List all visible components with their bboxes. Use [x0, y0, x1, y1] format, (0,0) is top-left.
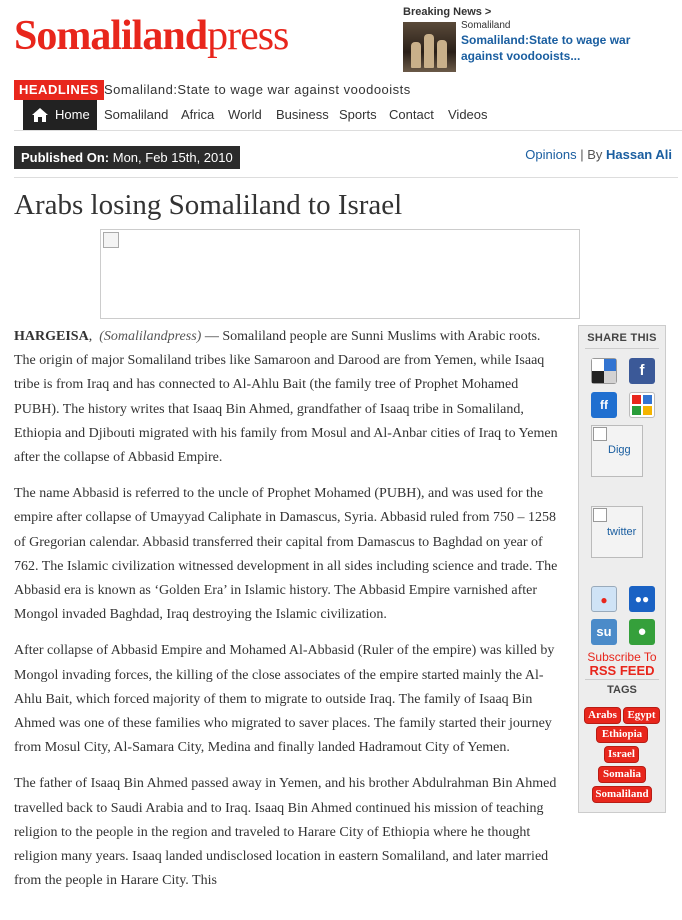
category-link[interactable]: Opinions — [525, 147, 577, 162]
divider — [14, 177, 678, 178]
delicious-icon[interactable] — [591, 358, 617, 384]
friendfeed-icon[interactable]: ff — [591, 392, 617, 418]
tags-title: TAGS — [607, 684, 637, 696]
dateline: HARGEISA — [14, 329, 89, 344]
paragraph-4: The father of Isaaq Bin Ahmed passed away in Yemen, and his brother Abdulrahman Bin Ahmed travelled back to Saudi Arabia and to Iraq. Isaaq Bin Ahmed continued his mission of teaching religion to the people in the region and traveled to Harare City of Ethiopia where he thought religion many years. Isaaq landed undisclosed location in eastern Somaliland, and later married from the people in Harare City. This — [14, 776, 557, 889]
nav-videos[interactable]: Videos — [448, 107, 488, 122]
twitter-label: twitter — [607, 526, 637, 538]
published-label: Published On: — [21, 150, 110, 165]
share-divider — [585, 348, 659, 349]
breaking-news — [403, 6, 673, 63]
main-nav — [14, 100, 682, 131]
source-credit: (Somalilandpress) — [99, 329, 202, 344]
article-body — [14, 325, 564, 905]
breaking-news-link[interactable]: Somaliland:State to wage war against voodooists... — [461, 33, 631, 63]
logo-light-text: press — [207, 13, 289, 59]
reddit-icon[interactable]: ● — [591, 586, 617, 612]
tag-arabs[interactable]: Arabs — [584, 707, 621, 724]
nav-africa[interactable]: Africa — [181, 107, 215, 122]
broken-image-icon — [593, 427, 607, 441]
broken-image-icon — [593, 508, 607, 522]
broken-image-icon — [103, 232, 119, 248]
nav-somaliland[interactable]: Somaliland — [104, 107, 169, 122]
headline-link[interactable]: Somaliland:State to wage war against voodooists — [104, 82, 411, 97]
article-meta — [525, 147, 672, 162]
headlines-ticker — [14, 80, 682, 100]
nav-contact[interactable]: Contact — [389, 107, 434, 122]
nav-home[interactable] — [23, 100, 97, 130]
google-bookmarks-icon[interactable] — [629, 392, 655, 418]
breaking-news-thumbnail[interactable] — [403, 22, 456, 72]
tag-egypt[interactable]: Egypt — [623, 707, 660, 724]
nav-business[interactable]: Business — [276, 107, 329, 122]
digg-button[interactable] — [591, 425, 643, 477]
twitter-button[interactable] — [591, 506, 643, 558]
published-date — [14, 146, 240, 169]
headlines-badge: HEADLINES — [14, 80, 104, 100]
facebook-icon[interactable]: f — [629, 358, 655, 384]
technorati-icon[interactable]: ● — [629, 619, 655, 645]
meta-separator: | By — [580, 147, 603, 162]
published-value: Mon, Feb 15th, 2010 — [112, 150, 233, 165]
logo-bold-text: Somaliland — [14, 13, 208, 59]
share-sidebar — [578, 325, 666, 813]
rss-line-1: Subscribe To — [587, 650, 657, 664]
share-title: SHARE THIS — [587, 332, 657, 344]
site-logo[interactable] — [14, 10, 288, 62]
author-link[interactable]: Hassan Ali — [606, 147, 672, 162]
tags-divider — [585, 679, 659, 680]
paragraph-3: After collapse of Abbasid Empire and Mohamed Al-Abbasid (Ruler of the empire) was killed by Mongol invading forces, the killing of the close associates of the empire started mainly the Al-Ahlu Bait, which forced majority of them to migrate to outside Iraq. The family of Isaaq Bin Ahmed was one of these families who migrated to saver places. The family started their journey from Mosul City, Al-Samara City, Medina and finally landed Hadramout City of Yemen. — [14, 643, 555, 756]
paragraph-2: The name Abbasid is referred to the uncle of Prophet Mohamed (PUBH), and was used for the empire after collapse of Umayyad Caliphate in Damascus, Syria. Abbasid ruled from 750 – 1258 of Gregorian calendar. Abbasid transferred their capital from Damascus to Baghdad on year of 762. The Islamic civilization witnessed development in all sides including science and trade. The Abbasid era is known as ‘Golden Era’ in Islamic history. The Abbasid Empire varnished after Mongol invaded Baghdad, Iraq destroying the Islamic civilization. — [14, 486, 558, 623]
nav-home-label: Home — [55, 107, 90, 122]
article-paragraph: HARGEISA, (Somalilandpress) — Somaliland people are Sunni Muslims with Arabic roots. The origin of major Somaliland tribes like Samaroon and Darood are from Yemen, while Isaaq tribe is from Iraq and has connected to Al-Ahlu Bait (the family tree of Prophet Mohamed PUBH). The history writes that Isaaq Bin Ahmed, grandfather of Isaaq tribe in Somaliland, Ethiopia and Djibouti migrated with his family from Mosul and Al-Anbar cities of Iraq to Yemen after the collapse of Abbasid Empire. — [14, 329, 558, 466]
paragraph-1: — Somaliland people are Sunni Muslims with Arabic roots. The origin of major Somaliland tribes like Samaroon and Darood are from Yemen, while Isaaq tribe is from Iraq and has connected to Al-Ahlu Bait (the family tree of Prophet Mohamed PUBH). The history writes that Isaaq Bin Ahmed, grandfather of Isaaq tribe in Somaliland, Ethiopia and Djibouti migrated with his family from Mosul and Al-Anbar cities of Iraq to Yemen after the collapse of Abbasid Empire. — [14, 329, 558, 466]
tag-somalia[interactable]: Somalia — [598, 766, 646, 783]
tag-ethiopia[interactable]: Ethiopia — [596, 726, 648, 743]
nav-sports[interactable]: Sports — [339, 107, 377, 122]
tag-israel[interactable]: Israel — [604, 746, 639, 763]
nav-world[interactable]: World — [228, 107, 262, 122]
banner-image[interactable] — [100, 229, 580, 319]
rss-line-2: RSS FEED — [589, 663, 655, 678]
rss-subscribe[interactable] — [579, 651, 665, 677]
myspace-icon[interactable]: ●● — [629, 586, 655, 612]
article-title: Arabs losing Somaliland to Israel — [14, 189, 403, 221]
stumbleupon-icon[interactable]: su — [591, 619, 617, 645]
breaking-news-title[interactable]: Breaking News > — [403, 6, 492, 18]
digg-label: Digg — [608, 444, 631, 456]
home-icon — [31, 107, 49, 123]
breaking-news-category: Somaliland — [461, 20, 511, 31]
tag-somaliland[interactable]: Somaliland — [592, 786, 652, 803]
